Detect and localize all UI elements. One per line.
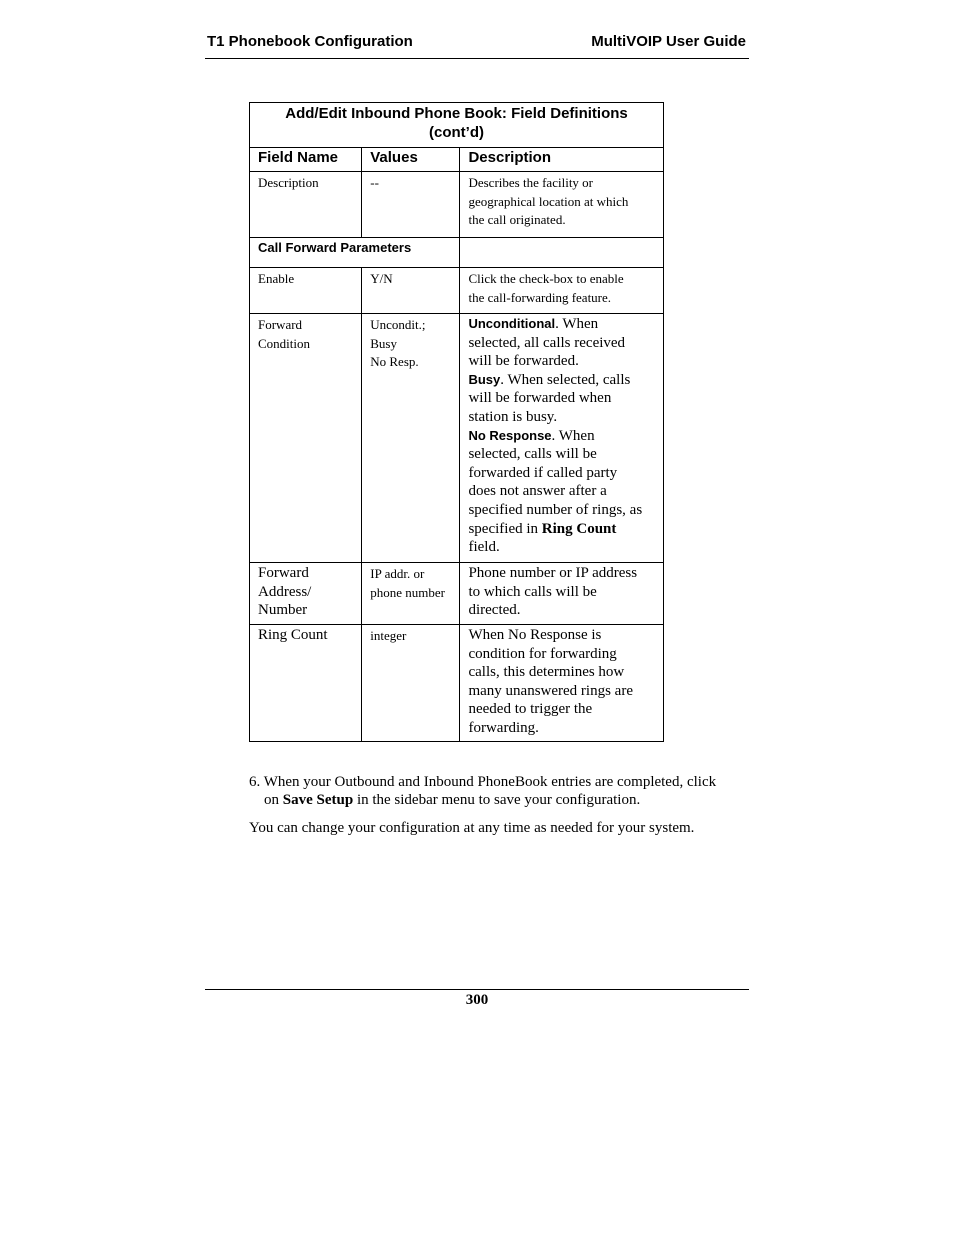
table-row xyxy=(250,563,664,625)
description-line: will be forwarded when xyxy=(468,390,612,407)
step-line xyxy=(249,791,749,809)
running-header-section: T1 Phonebook Configuration xyxy=(207,33,413,50)
step-text: in the sidebar menu to save your configuration. xyxy=(353,792,641,808)
column-header-values: Values xyxy=(362,148,460,172)
no-response-term: No Response xyxy=(468,427,552,443)
table-header-row xyxy=(250,148,664,172)
header-divider xyxy=(205,58,749,59)
description-line: Click the check-box to enable xyxy=(468,271,624,286)
description-line: forwarding. xyxy=(468,719,539,736)
field-name-cell: Ring Count xyxy=(250,625,362,742)
description-line: Phone number or IP address xyxy=(468,565,638,581)
description-line: Describes the facility or xyxy=(468,175,594,190)
value-line: Busy xyxy=(370,335,397,351)
table-title-line-2: (cont’d) xyxy=(429,124,484,141)
ring-count-reference: Ring Count xyxy=(541,520,617,537)
footer-divider xyxy=(205,989,749,990)
description-line xyxy=(468,427,655,446)
values-cell: Y/N xyxy=(362,268,460,314)
description-line: calls, this determines how xyxy=(468,664,625,681)
description-line: geographical location at which xyxy=(468,193,629,209)
field-name-cell xyxy=(250,314,362,563)
description-text: . When selected, calls xyxy=(500,371,631,388)
description-line: field. xyxy=(468,539,500,556)
field-definitions-table xyxy=(249,102,664,742)
field-name-line: Condition xyxy=(258,335,311,351)
description-cell xyxy=(460,563,664,625)
save-setup-reference: Save Setup xyxy=(282,792,354,808)
description-line xyxy=(468,315,655,334)
description-line: station is busy. xyxy=(468,408,558,425)
field-name-line: Forward xyxy=(258,317,303,332)
value-line: Uncondit.; xyxy=(370,317,426,332)
values-cell: -- xyxy=(362,172,460,238)
section-heading-call-forward: Call Forward Parameters xyxy=(250,238,460,268)
table-title-line-1: Add/Edit Inbound Phone Book: Field Definitions xyxy=(285,105,628,122)
description-line: directed. xyxy=(468,602,521,619)
section-empty-cell xyxy=(460,238,664,268)
description-line: does not answer after a xyxy=(468,483,607,500)
description-line: specified number of rings, as xyxy=(468,501,643,518)
page-number: 300 xyxy=(465,992,489,1008)
description-line: to which calls will be xyxy=(468,583,597,600)
field-name-cell: Description xyxy=(250,172,362,238)
description-line: selected, calls will be xyxy=(468,446,597,463)
field-name-line: Address/ xyxy=(258,583,312,600)
table-title-row xyxy=(250,103,664,148)
unconditional-term: Unconditional xyxy=(468,316,556,331)
step-text: on xyxy=(264,792,283,808)
value-line: phone number xyxy=(370,584,445,600)
step-6-instruction xyxy=(249,773,749,809)
table-row xyxy=(250,268,664,314)
description-text: . When xyxy=(555,316,599,332)
table-title xyxy=(250,103,664,148)
table-row xyxy=(250,625,664,742)
running-header-book-title: MultiVOIP User Guide xyxy=(591,33,746,50)
step-line: 6. When your Outbound and Inbound PhoneBook entries are completed, click xyxy=(249,774,717,790)
description-line: selected, all calls received xyxy=(468,334,626,351)
value-line: IP addr. or xyxy=(370,566,425,581)
description-line: When No Response is xyxy=(468,627,602,643)
values-cell xyxy=(362,563,460,625)
description-line: the call originated. xyxy=(468,212,566,228)
description-cell xyxy=(460,625,664,742)
description-text: . When xyxy=(551,427,595,444)
description-text: specified in xyxy=(468,520,542,537)
column-header-field-name: Field Name xyxy=(250,148,362,172)
description-cell xyxy=(460,172,664,238)
values-cell: integer xyxy=(362,625,460,742)
description-line: the call-forwarding feature. xyxy=(468,289,612,305)
column-header-description: Description xyxy=(460,148,664,172)
busy-term: Busy xyxy=(468,371,501,387)
field-name-cell xyxy=(250,563,362,625)
values-cell xyxy=(362,314,460,563)
value-line: No Resp. xyxy=(370,354,419,370)
description-line xyxy=(468,371,655,390)
description-line: forwarded if called party xyxy=(468,464,618,481)
field-name-line: Forward xyxy=(258,565,309,581)
field-name-line: Number xyxy=(258,602,308,619)
description-line: condition for forwarding xyxy=(468,645,617,662)
description-line: will be forwarded. xyxy=(468,353,579,370)
description-cell xyxy=(460,268,664,314)
table-row xyxy=(250,314,664,563)
description-line xyxy=(468,520,655,539)
description-line: many unanswered rings are xyxy=(468,682,633,699)
field-name-cell: Enable xyxy=(250,268,362,314)
description-line: needed to trigger the xyxy=(468,701,593,718)
closing-paragraph: You can change your configuration at any time as needed for your system. xyxy=(249,820,695,836)
section-row xyxy=(250,238,664,268)
table-row xyxy=(250,172,664,238)
description-cell xyxy=(460,314,664,563)
